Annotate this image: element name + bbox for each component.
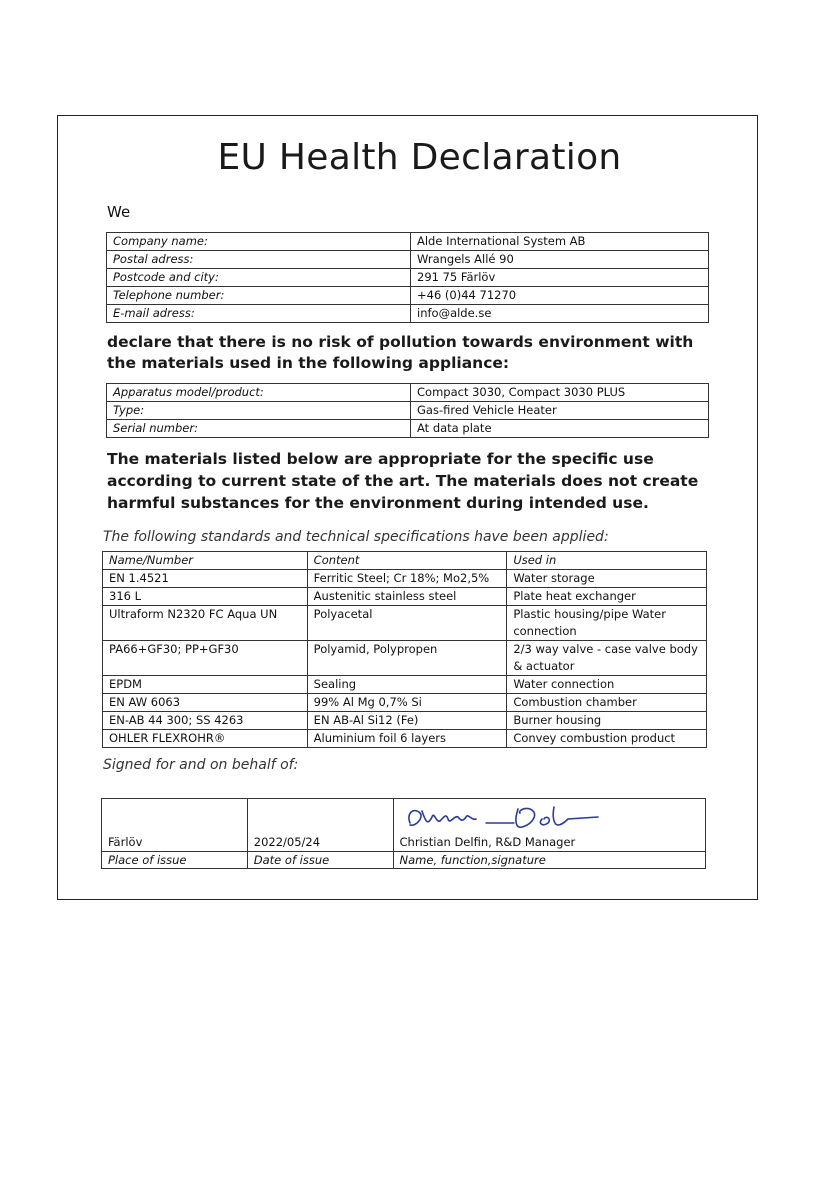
company-label: Postal adress: (107, 251, 411, 269)
appliance-value: Gas-fired Vehicle Heater (411, 402, 709, 420)
company-value: Alde International System AB (411, 233, 709, 251)
material-name: 316 L (103, 588, 308, 606)
table-row (103, 694, 707, 712)
table-row (103, 730, 707, 748)
material-use: Water storage (507, 570, 707, 588)
table-row (107, 269, 709, 287)
material-name: EPDM (103, 676, 308, 694)
company-value: +46 (0)44 71270 (411, 287, 709, 305)
handwritten-signature (402, 803, 602, 837)
material-content: EN AB-Al Si12 (Fe) (307, 712, 507, 730)
material-use: Convey combustion product (507, 730, 707, 748)
table-row (103, 588, 707, 606)
declaration-text: declare that there is no risk of pollution towards environment with the materials used in the following appliance: (107, 333, 694, 372)
material-use: Plastic housing/pipe Water connection (507, 606, 707, 641)
material-name: PA66+GF30; PP+GF30 (103, 641, 308, 676)
column-header: Used in (507, 552, 707, 570)
table-row (107, 420, 709, 438)
material-content: 99% Al Mg 0,7% Si (307, 694, 507, 712)
material-name: EN AW 6063 (103, 694, 308, 712)
company-label: E-mail adress: (107, 305, 411, 323)
column-header: Name/Number (103, 552, 308, 570)
materials-statement: The materials listed below are appropriate for the specific use according to current state of the art. The materials does not create harmful substances for the environment during intended use. (107, 450, 699, 512)
material-content: Austenitic stainless steel (307, 588, 507, 606)
standards-label: The following standards and technical specifications have been applied: (103, 529, 609, 545)
appliance-label: Serial number: (107, 420, 411, 438)
table-row (107, 251, 709, 269)
company-value: info@alde.se (411, 305, 709, 323)
table-row (107, 233, 709, 251)
table-row (107, 287, 709, 305)
date-value: 2022/05/24 (247, 799, 393, 852)
table-row (107, 384, 709, 402)
company-info-table (106, 232, 709, 323)
materials-table (102, 551, 707, 748)
column-header: Content (307, 552, 507, 570)
material-content: Polyamid, Polypropen (307, 641, 507, 676)
name-value: Christian Delfin, R&D Manager (399, 835, 576, 849)
company-value: 291 75 Färlöv (411, 269, 709, 287)
material-name: EN-AB 44 300; SS 4263 (103, 712, 308, 730)
table-row (103, 606, 707, 641)
material-content: Aluminium foil 6 layers (307, 730, 507, 748)
name-cell (393, 799, 705, 852)
place-value: Färlöv (102, 799, 248, 852)
appliance-table (106, 383, 709, 438)
material-use: Water connection (507, 676, 707, 694)
intro-text: We (107, 203, 131, 221)
date-label: Date of issue (247, 852, 393, 869)
material-content: Ferritic Steel; Cr 18%; Mo2,5% (307, 570, 507, 588)
appliance-value: Compact 3030, Compact 3030 PLUS (411, 384, 709, 402)
table-row (103, 641, 707, 676)
material-name: Ultraform N2320 FC Aqua UN (103, 606, 308, 641)
table-row (107, 402, 709, 420)
table-row (107, 305, 709, 323)
material-name: OHLER FLEXROHR® (103, 730, 308, 748)
signed-label: Signed for and on behalf of: (103, 757, 299, 773)
material-name: EN 1.4521 (103, 570, 308, 588)
table-row (103, 712, 707, 730)
table-row (103, 570, 707, 588)
company-value: Wrangels Allé 90 (411, 251, 709, 269)
material-content: Polyacetal (307, 606, 507, 641)
table-header-row (103, 552, 707, 570)
company-label: Telephone number: (107, 287, 411, 305)
material-use: Plate heat exchanger (507, 588, 707, 606)
material-use: Combustion chamber (507, 694, 707, 712)
place-label: Place of issue (102, 852, 248, 869)
table-row (102, 852, 706, 869)
appliance-value: At data plate (411, 420, 709, 438)
signature-table (101, 798, 706, 869)
page-title: EU Health Declaration (217, 137, 622, 178)
material-content: Sealing (307, 676, 507, 694)
name-label: Name, function,signature (393, 852, 705, 869)
table-row (103, 676, 707, 694)
material-use: Burner housing (507, 712, 707, 730)
appliance-label: Type: (107, 402, 411, 420)
material-use: 2/3 way valve - case valve body & actuator (507, 641, 707, 676)
company-label: Company name: (107, 233, 411, 251)
company-label: Postcode and city: (107, 269, 411, 287)
table-row (102, 799, 706, 852)
appliance-label: Apparatus model/product: (107, 384, 411, 402)
